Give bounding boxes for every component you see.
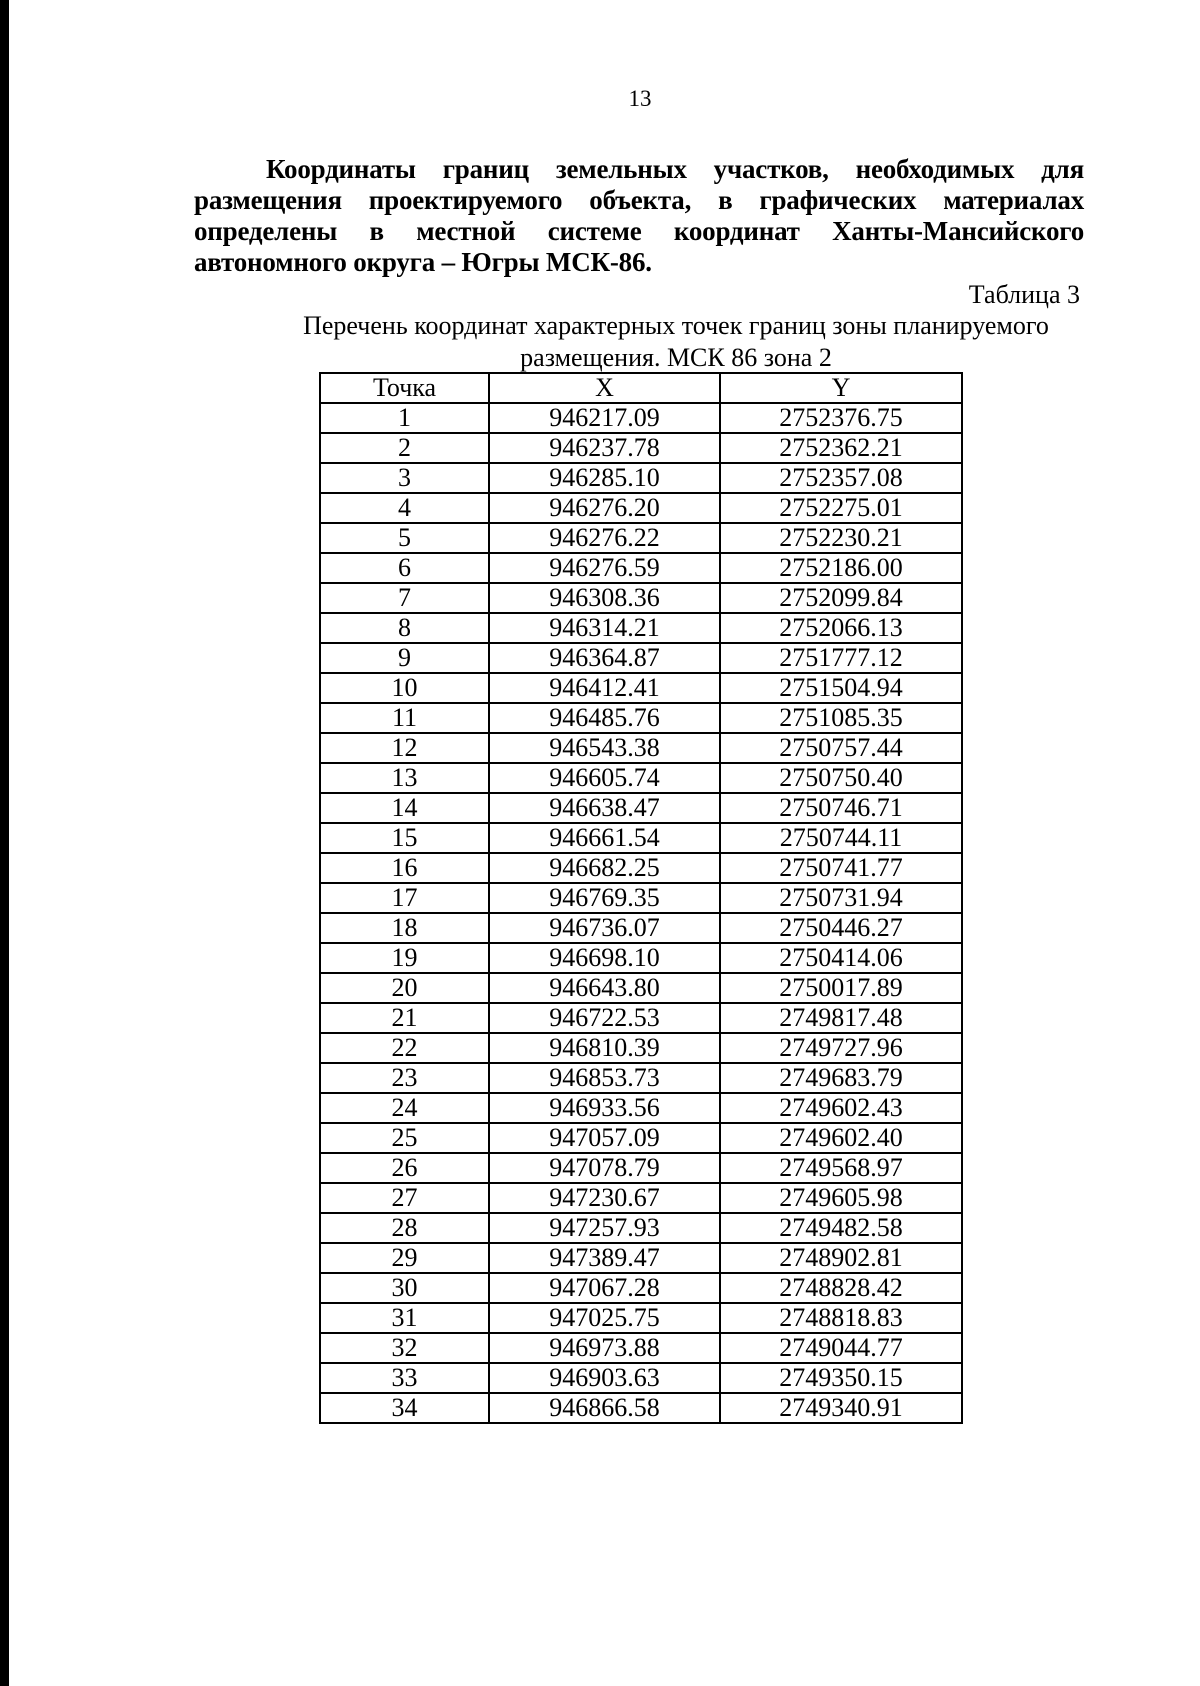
table-row [320, 763, 962, 793]
cell-x: 946276.59 [489, 553, 720, 583]
table-row [320, 1363, 962, 1393]
cell-y: 2750017.89 [720, 973, 962, 1003]
cell-x: 946276.22 [489, 523, 720, 553]
cell-point: 8 [320, 613, 489, 643]
cell-x: 946661.54 [489, 823, 720, 853]
table-row [320, 463, 962, 493]
table-row [320, 1093, 962, 1123]
cell-x: 947067.28 [489, 1273, 720, 1303]
cell-y: 2749602.40 [720, 1123, 962, 1153]
cell-y: 2750744.11 [720, 823, 962, 853]
cell-x: 946810.39 [489, 1033, 720, 1063]
cell-x: 946237.78 [489, 433, 720, 463]
cell-y: 2749482.58 [720, 1213, 962, 1243]
cell-x: 946276.20 [489, 493, 720, 523]
cell-point: 22 [320, 1033, 489, 1063]
cell-x: 946364.87 [489, 643, 720, 673]
cell-y: 2752376.75 [720, 403, 962, 433]
scan-edge [0, 0, 9, 1686]
intro-paragraph: Координаты границ земельных участков, необходимых для размещения проектируемого объекта, в графических материалах определены в местной системе координат Ханты-Мансийского автономного округа – Югры МСК-86. [194, 154, 1084, 277]
cell-y: 2750746.71 [720, 793, 962, 823]
cell-point: 27 [320, 1183, 489, 1213]
table-row [320, 403, 962, 433]
cell-x: 947057.09 [489, 1123, 720, 1153]
table-row [320, 613, 962, 643]
cell-y: 2749602.43 [720, 1093, 962, 1123]
table-row [320, 703, 962, 733]
cell-x: 946605.74 [489, 763, 720, 793]
cell-y: 2750757.44 [720, 733, 962, 763]
cell-y: 2749350.15 [720, 1363, 962, 1393]
table-label: Таблица 3 [968, 280, 1080, 309]
cell-point: 5 [320, 523, 489, 553]
cell-point: 24 [320, 1093, 489, 1123]
cell-y: 2749044.77 [720, 1333, 962, 1363]
cell-y: 2751504.94 [720, 673, 962, 703]
table-row [320, 973, 962, 1003]
cell-point: 9 [320, 643, 489, 673]
cell-x: 946485.76 [489, 703, 720, 733]
table-row [320, 1003, 962, 1033]
table-row [320, 553, 962, 583]
cell-x: 946903.63 [489, 1363, 720, 1393]
cell-x: 946543.38 [489, 733, 720, 763]
table-row [320, 853, 962, 883]
cell-point: 26 [320, 1153, 489, 1183]
cell-x: 946736.07 [489, 913, 720, 943]
cell-x: 946412.41 [489, 673, 720, 703]
table-row [320, 1393, 962, 1423]
cell-point: 12 [320, 733, 489, 763]
table-row [320, 523, 962, 553]
cell-y: 2752099.84 [720, 583, 962, 613]
table-row [320, 823, 962, 853]
cell-point: 14 [320, 793, 489, 823]
cell-y: 2751777.12 [720, 643, 962, 673]
cell-x: 947230.67 [489, 1183, 720, 1213]
cell-point: 4 [320, 493, 489, 523]
column-header-y: Y [720, 373, 962, 403]
cell-point: 31 [320, 1303, 489, 1333]
cell-x: 946638.47 [489, 793, 720, 823]
cell-y: 2748828.42 [720, 1273, 962, 1303]
cell-point: 17 [320, 883, 489, 913]
cell-point: 23 [320, 1063, 489, 1093]
cell-x: 946285.10 [489, 463, 720, 493]
table-header-row [320, 373, 962, 403]
cell-point: 2 [320, 433, 489, 463]
cell-x: 946853.73 [489, 1063, 720, 1093]
cell-point: 3 [320, 463, 489, 493]
page-number: 13 [628, 86, 652, 111]
table-row [320, 793, 962, 823]
cell-x: 947078.79 [489, 1153, 720, 1183]
table-row [320, 673, 962, 703]
table-body [320, 403, 962, 1423]
cell-y: 2752275.01 [720, 493, 962, 523]
cell-point: 7 [320, 583, 489, 613]
cell-x: 946643.80 [489, 973, 720, 1003]
cell-x: 946722.53 [489, 1003, 720, 1033]
table-row [320, 643, 962, 673]
table-row [320, 1303, 962, 1333]
table-row [320, 1243, 962, 1273]
cell-y: 2750446.27 [720, 913, 962, 943]
cell-y: 2750741.77 [720, 853, 962, 883]
cell-x: 946866.58 [489, 1393, 720, 1423]
coordinates-table [319, 372, 963, 1424]
cell-point: 34 [320, 1393, 489, 1423]
cell-y: 2752230.21 [720, 523, 962, 553]
cell-x: 946308.36 [489, 583, 720, 613]
cell-x: 947025.75 [489, 1303, 720, 1333]
table-title-line-1: Перечень координат характерных точек границ зоны планируемого [303, 311, 1049, 340]
cell-x: 946217.09 [489, 403, 720, 433]
table-row [320, 1153, 962, 1183]
cell-y: 2750414.06 [720, 943, 962, 973]
cell-point: 30 [320, 1273, 489, 1303]
table-row [320, 1333, 962, 1363]
cell-point: 33 [320, 1363, 489, 1393]
table-row [320, 1063, 962, 1093]
cell-y: 2749568.97 [720, 1153, 962, 1183]
cell-point: 13 [320, 763, 489, 793]
cell-y: 2751085.35 [720, 703, 962, 733]
cell-x: 946933.56 [489, 1093, 720, 1123]
cell-y: 2748902.81 [720, 1243, 962, 1273]
cell-point: 16 [320, 853, 489, 883]
cell-point: 25 [320, 1123, 489, 1153]
column-header-point: Точка [320, 373, 489, 403]
table-title [276, 310, 1076, 374]
cell-y: 2750731.94 [720, 883, 962, 913]
table-row [320, 583, 962, 613]
table-title-line-2: размещения. МСК 86 зона 2 [520, 343, 832, 372]
cell-y: 2749605.98 [720, 1183, 962, 1213]
cell-y: 2749727.96 [720, 1033, 962, 1063]
cell-y: 2748818.83 [720, 1303, 962, 1333]
cell-y: 2749817.48 [720, 1003, 962, 1033]
cell-y: 2752186.00 [720, 553, 962, 583]
column-header-x: X [489, 373, 720, 403]
cell-x: 946769.35 [489, 883, 720, 913]
table-row [320, 493, 962, 523]
table-row [320, 733, 962, 763]
cell-point: 1 [320, 403, 489, 433]
cell-point: 15 [320, 823, 489, 853]
table-row [320, 1213, 962, 1243]
table-row [320, 883, 962, 913]
cell-x: 946973.88 [489, 1333, 720, 1363]
cell-y: 2749340.91 [720, 1393, 962, 1423]
cell-y: 2752362.21 [720, 433, 962, 463]
cell-y: 2749683.79 [720, 1063, 962, 1093]
cell-point: 21 [320, 1003, 489, 1033]
table-row [320, 1033, 962, 1063]
cell-point: 19 [320, 943, 489, 973]
cell-point: 18 [320, 913, 489, 943]
table-row [320, 1183, 962, 1213]
cell-point: 10 [320, 673, 489, 703]
cell-point: 20 [320, 973, 489, 1003]
cell-point: 29 [320, 1243, 489, 1273]
table-row [320, 1123, 962, 1153]
cell-y: 2752357.08 [720, 463, 962, 493]
cell-point: 11 [320, 703, 489, 733]
cell-x: 946314.21 [489, 613, 720, 643]
cell-point: 28 [320, 1213, 489, 1243]
table-row [320, 1273, 962, 1303]
cell-x: 946698.10 [489, 943, 720, 973]
cell-x: 946682.25 [489, 853, 720, 883]
cell-point: 6 [320, 553, 489, 583]
table-row [320, 913, 962, 943]
cell-y: 2752066.13 [720, 613, 962, 643]
cell-y: 2750750.40 [720, 763, 962, 793]
cell-x: 947257.93 [489, 1213, 720, 1243]
cell-x: 947389.47 [489, 1243, 720, 1273]
table-row [320, 943, 962, 973]
table-row [320, 433, 962, 463]
cell-point: 32 [320, 1333, 489, 1363]
